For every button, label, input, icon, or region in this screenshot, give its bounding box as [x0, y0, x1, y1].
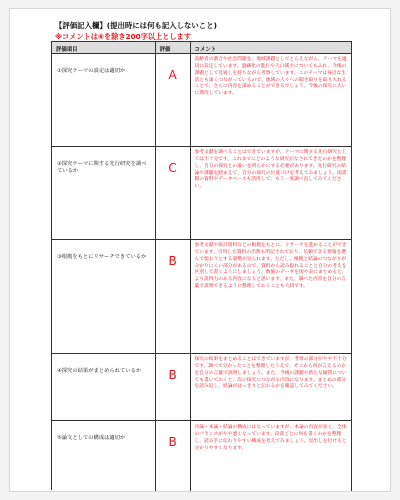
comment-length-note: ※コメントは⑥を除き200字以上とします: [55, 32, 191, 41]
grade-cell: B: [156, 354, 191, 420]
criterion-cell: ④探究の結果がまとめられているか: [52, 354, 156, 420]
sheet-heading: 【評価記入欄】(提出時には何も記入しないこと): [55, 21, 217, 30]
evaluation-table: [51, 41, 352, 490]
column-header-comment: コメント: [191, 42, 352, 53]
comment-cell: 序論・本論・結論の構成にはなっていますが、本論の内容が多く、全体のバランスがやや悪くなっています。段落ごとに何を書くのかを整理し、読み手に伝わりやすい構成を考えてみましょう。見出しを付けると分かりやすくなります。: [191, 421, 352, 491]
criterion-cell: ①探究テーマの設定は適切か: [52, 54, 156, 146]
column-header-criterion: 評価項目: [52, 42, 156, 53]
comment-cell: 参考文献を調べることはできていますが、テーマに関する先行研究としては不十分です。これまでにどのような研究がなされてきたのかを整理し、自分の探究との違いを明らかにする必要があります。先行研究の結論や課題を踏まえて、自分の探究の位置づけを考えてみましょう。図書館の資料やデータベースも活用して、もう一度調べ直してみてください。: [191, 147, 352, 239]
criterion-cell: ⑤論文としての構成は適切か: [52, 421, 156, 491]
criterion-cell: ②探究テーマに関する先行研究を調べているか: [52, 147, 156, 239]
table-row: [52, 54, 352, 147]
criterion-cell: ③根拠をもとにリサーチできているか: [52, 240, 156, 353]
grade-cell: B: [156, 421, 191, 491]
column-header-grade: 評価: [156, 42, 191, 53]
comment-cell: 探究の結果をまとめることはできていますが、考察の部分がやや不十分です。調べて分かったことを整理したうえで、そこから何が言えるのかを自分の言葉で説明しましょう。また、今後の課題や新たな疑問についても書いておくと、次の探究につながる内容になります。まとめの部分を読み返し、結論がはっきりと伝わるかを確認してみてください。: [191, 354, 352, 420]
grade-cell: A: [156, 54, 191, 146]
table-row: [52, 354, 352, 421]
table-row: [52, 240, 352, 354]
table-row: [52, 421, 352, 491]
table-row: [52, 147, 352, 240]
grade-cell: C: [156, 147, 191, 239]
comment-cell: 参考文献や統計資料などの根拠をもとに、リサーチを進めることができています。引用した資料の出典も明記されており、信頼できる情報を選んで使おうとする姿勢が見られます。ただし、根拠と結論のつながりが分かりにくい部分があるので、資料から読み取れることと自分の考えを区別して書くようにしましょう。数値のデータを図や表にまとめると、より説得力のある内容になると思います。また、調べた内容を自分の言葉で説明できるように整理しておくことも大切です。: [191, 240, 352, 353]
table-header-row: [52, 42, 352, 54]
grade-cell: B: [156, 240, 191, 353]
comment-cell: 高齢者の割合や社会問題を、地域課題としてとらえながら、テーマを適切に設定しています。過疎化の進行や人口減少についてもふれ、今後の課題として見通しを持ちながら考察しています。このテーマは身近な生活とも深くつながっているので、地域の人々への聞き取りを取り入れることで、さらに内容を深めることができるでしょう。今後の探究に大いに期待しています。: [191, 54, 352, 146]
